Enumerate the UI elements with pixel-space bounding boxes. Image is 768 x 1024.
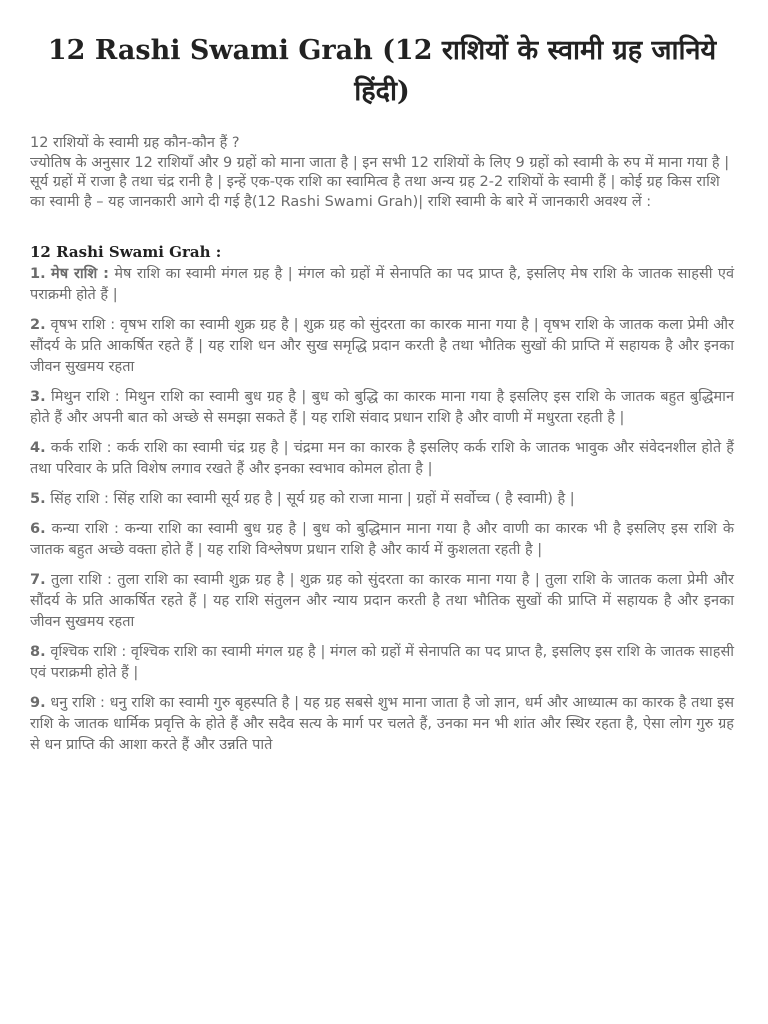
rashi-name: मेष राशि : bbox=[51, 266, 109, 282]
item-number: 2. bbox=[30, 317, 46, 333]
list-item bbox=[30, 570, 734, 633]
rashi-name: कन्या राशि : bbox=[51, 521, 119, 537]
item-number: 5. bbox=[30, 491, 46, 507]
item-number: 6. bbox=[30, 521, 46, 537]
rashi-name: धनु राशि : bbox=[50, 695, 105, 711]
rashi-name: मिथुन राशि : bbox=[51, 389, 120, 405]
item-number: 9. bbox=[30, 695, 46, 711]
rashi-description: तुला राशि का स्वामी शुक्र ग्रह है | शुक्र ग्रह को सुंदरता का कारक माना गया है | तुला राशि के जातक कला प्रेमी और सौंदर्य के प्रति आकर्षित रहते हैं | यह राशि संतुलन और न्याय प्रदान करती है तथा भौतिक सुखों की प्राप्ति में सहायक है और इनका जीवन सुखमय रहता bbox=[30, 572, 734, 630]
list-item bbox=[30, 264, 734, 306]
rashi-name: तुला राशि : bbox=[51, 572, 112, 588]
section-heading: 12 Rashi Swami Grah : bbox=[30, 243, 222, 261]
item-number: 3. bbox=[30, 389, 46, 405]
list-item bbox=[30, 438, 734, 480]
intro-question: 12 राशियों के स्वामी ग्रह कौन-कौन हैं ? bbox=[30, 135, 240, 151]
rashi-name: वृश्चिक राशि : bbox=[50, 644, 127, 660]
rashi-description: : कर्क राशि का स्वामी चंद्र ग्रह है | चंद्रमा मन का कारक है इसलिए कर्क राशि के जातक भावुक और संवेदनशील होते हैं तथा परिवार के प्रति विशेष लगाव रखते हैं और इनका स्वभाव कोमल होता है | bbox=[30, 440, 734, 477]
item-number: 8. bbox=[30, 644, 46, 660]
item-number: 1. bbox=[30, 266, 46, 282]
intro bbox=[30, 134, 734, 212]
list-item bbox=[30, 642, 734, 684]
list-item bbox=[30, 519, 734, 561]
item-number: 7. bbox=[30, 572, 46, 588]
rashi-description: सिंह राशि का स्वामी सूर्य ग्रह है | सूर्य ग्रह को राजा माना | ग्रहों में सर्वोच्च ( है स्वामी) है | bbox=[108, 491, 575, 507]
rashi-description: कन्या राशि का स्वामी बुध ग्रह है | बुध को बुद्धिमान माना गया है और वाणी का कारक भी है इसलिए इस राशि के जातक बहुत अच्छे वक्ता होते हैं | यह राशि विश्लेषण प्रधान राशि है और कार्य में कुशलता रहती है | bbox=[30, 521, 735, 558]
list-item bbox=[30, 693, 734, 756]
rashi-description: वृषभ राशि का स्वामी शुक्र ग्रह है | शुक्र ग्रह को सुंदरता का कारक माना गया है | वृषभ राशि के जातक कला प्रेमी और सौंदर्य के प्रति आकर्षित रहते हैं | यह राशि धन और सुख समृद्धि प्रदान करती है तथा भौतिक सुखों की प्राप्ति में सहायक है और इनका जीवन सुखमय रहता bbox=[30, 317, 735, 375]
rashi-name: सिंह राशि : bbox=[50, 491, 109, 507]
rashi-name: कर्क राशि bbox=[50, 440, 107, 456]
rashi-list bbox=[30, 264, 734, 756]
rashi-description: मेष राशि का स्वामी मंगल ग्रह है | मंगल को ग्रहों में सेनापति का पद प्राप्त है, इसलिए मेष राशि के जातक साहसी एवं पराक्रमी होते हैं | bbox=[30, 266, 735, 303]
list-item bbox=[30, 315, 734, 378]
intro-paragraph: ज्योतिष के अनुसार 12 राशियाँ और 9 ग्रहों को माना जाता है | इन सभी 12 राशियों के लिए 9 ग्रहों को स्वामी के रुप में माना गया है | सूर्य ग्रहों में राजा है तथा चंद्र रानी है | इन्हें एक-एक राशि का स्वामित्व है तथा अन्य ग्रह 2-2 राशियों के स्वामी हैं | कोई ग्रह किस राशि का स्वामी है – यह जानकारी आगे दी गई है(12 Rashi Swami Grah)| राशि स्वामी के बारे में जानकारी अवश्य लें : bbox=[30, 154, 730, 210]
rashi-description: मिथुन राशि का स्वामी बुध ग्रह है | बुध को बुद्धि का कारक माना गया है इसलिए इस राशि के जातक बहुत बुद्धिमान होते हैं और अपनी बात को अच्छे से समझा सकते हैं | यह राशि संवाद प्रधान राशि है और वाणी में मधुरता रहती है | bbox=[30, 389, 734, 426]
rashi-description: वृश्चिक राशि का स्वामी मंगल ग्रह है | मंगल को ग्रहों में सेनापति का पद प्राप्त है, इसलिए इस राशि के जातक साहसी एवं पराक्रमी होते हैं | bbox=[30, 644, 734, 681]
rashi-name: वृषभ राशि : bbox=[50, 317, 116, 333]
page-title: 12 Rashi Swami Grah (12 राशियों के स्वामी ग्रह जानिये हिंदी) bbox=[47, 35, 717, 107]
item-number: 4. bbox=[30, 440, 46, 456]
list-item bbox=[30, 489, 734, 510]
rashi-description: धनु राशि का स्वामी गुरु बृहस्पति है | यह ग्रह सबसे शुभ माना जाता है जो ज्ञान, धर्म और आध्यात्म का कारक है तथा इस राशि के जातक धार्मिक प्रवृत्ति के होते हैं और सदैव सत्य के मार्ग पर चलते हैं, उनका मन भी शांत और स्थिर रहता है, ऐसा लोग गुरु ग्रह से धन प्राप्ति की आशा करते हैं और उन्नति पाते bbox=[30, 695, 735, 753]
list-item bbox=[30, 387, 734, 429]
